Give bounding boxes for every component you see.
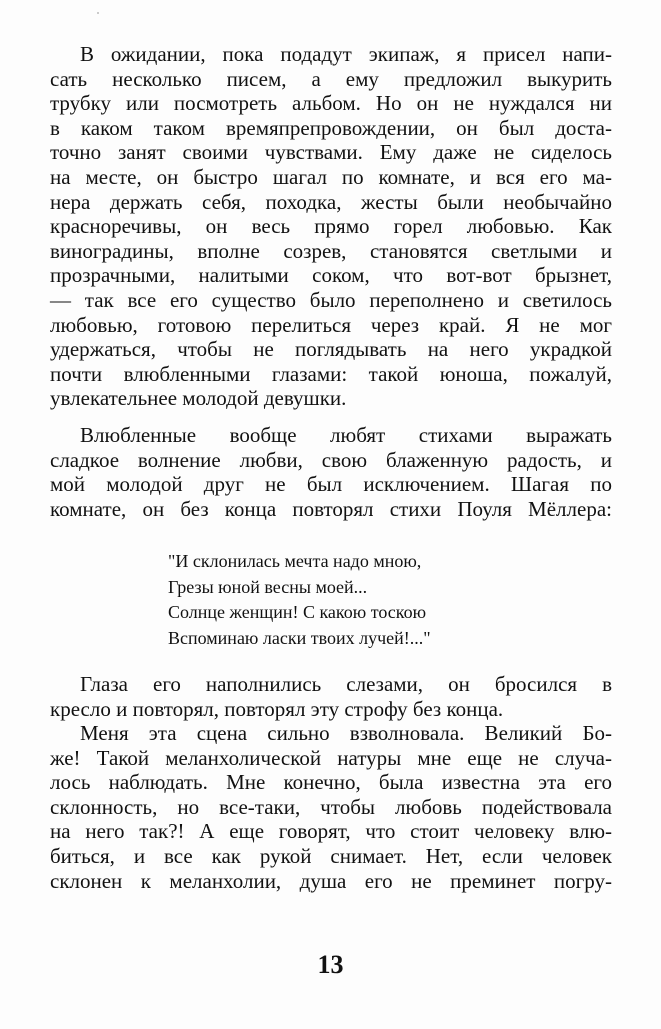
text-line: красноречивы, он весь прямо горел любовью. Как [50, 214, 612, 239]
paragraph-3 [50, 672, 612, 721]
text-line: кресло и повторял, повторял эту строфу без конца. [50, 696, 504, 721]
text-line: почти влюбленными глазами: такой юноша, пожалуй, [50, 361, 612, 386]
text-line: удержаться, чтобы не поглядывать на него украдкой [50, 337, 612, 362]
text-line: Меня эта сцена сильно взволновала. Великий Бо- [80, 721, 612, 745]
text-line: биться, и все как рукой снимает. Нет, если человек [50, 843, 612, 868]
text-line: же! Такой меланхолической натуры мне еще не случа- [50, 745, 612, 770]
paragraph-2 [50, 423, 612, 521]
text-line: Влюбленные вообще любят стихами выражать [80, 423, 612, 447]
scan-speck [97, 12, 99, 14]
text-line: точно занят своими чувствами. Ему даже не сиделось [50, 140, 612, 165]
poem-line: "И склонилась мечта надо мною, [168, 551, 422, 571]
text-line: мой молодой друг не был исключением. Шагая по [50, 472, 612, 497]
text-line: сать несколько писем, а ему предложил выкурить [50, 66, 612, 91]
text-line: нера держать себя, походка, жесты были необычайно [50, 189, 612, 214]
text-line: комнате, он без конца повторял стихи Поуля Мёллера: [50, 496, 612, 521]
poem-line: Солнце женщин! С какою тоскою [168, 602, 427, 623]
paragraph-4 [50, 721, 612, 893]
poem-quote [168, 549, 498, 651]
text-line: любовью, готовою перелиться через край. Я не мог [50, 312, 612, 337]
text-line: сладкое волнение любви, свою блаженную радость, и [50, 447, 612, 472]
text-line: увлекательнее молодой девушки. [50, 386, 347, 411]
text-line: лось наблюдать. Мне конечно, была известна эта его [50, 770, 612, 795]
poem-line: Вспоминаю ласки твоих лучей!..." [168, 627, 431, 648]
text-line: на месте, он быстро шагал по комнате, и вся его ма- [50, 164, 612, 189]
text-line: — так все его существо было переполнено и светилось [50, 287, 612, 312]
text-line: склонность, но все-таки, чтобы любовь подействовала [50, 794, 612, 819]
text-line: трубку или посмотреть альбом. Но он не нуждался ни [50, 91, 612, 116]
text-line: Глаза его наполнились слезами, он бросился в [80, 672, 612, 696]
page-number: 13 [317, 950, 344, 979]
text-line: в каком таком времяпрепровождении, он был доста- [50, 115, 612, 140]
text-line: прозрачными, налитыми соком, что вот-вот брызнет, [50, 263, 612, 288]
text-line: склонен к меланхолии, душа его не преминет погру- [50, 868, 612, 893]
text-line: виноградины, вполне созрев, становятся светлыми и [50, 238, 612, 263]
poem-line: Грезы юной весны моей... [168, 576, 368, 597]
paragraph-1 [50, 42, 612, 411]
text-line: В ожидании, пока подадут экипаж, я присел напи- [80, 42, 612, 66]
text-line: на него так?! А еще говорят, что стоит человеку влю- [50, 819, 612, 844]
